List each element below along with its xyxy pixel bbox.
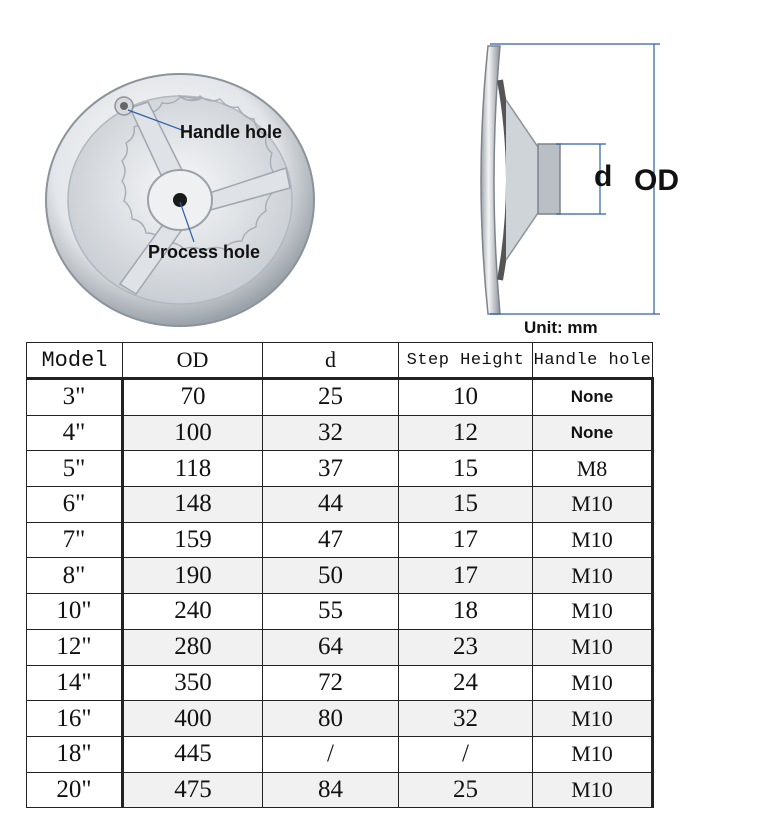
cell-model: 14": [27, 665, 123, 701]
header-od: OD: [123, 343, 263, 379]
cell-d: /: [263, 736, 399, 772]
table-row: [27, 629, 653, 665]
table-row: [27, 594, 653, 630]
cell-od: 118: [123, 451, 263, 487]
cell-od: 475: [123, 772, 263, 808]
table-row: [27, 379, 653, 416]
table-row: [27, 415, 653, 451]
cell-model: 3": [27, 379, 123, 416]
table-row: [27, 522, 653, 558]
cell-step-height: 32: [399, 701, 533, 737]
cell-model: 16": [27, 701, 123, 737]
cell-od: 350: [123, 665, 263, 701]
cell-d: 44: [263, 487, 399, 523]
cell-od: 159: [123, 522, 263, 558]
cell-handle-hole: M10: [533, 522, 653, 558]
cell-d: 25: [263, 379, 399, 416]
cell-handle-hole: None: [533, 415, 653, 451]
cell-step-height: 15: [399, 451, 533, 487]
cell-handle-hole: None: [533, 379, 653, 416]
cell-step-height: 17: [399, 558, 533, 594]
cell-od: 280: [123, 629, 263, 665]
product-figure: [0, 0, 764, 340]
od-dimension-label: OD: [634, 164, 679, 197]
cell-d: 55: [263, 594, 399, 630]
table-row: [27, 665, 653, 701]
cell-d: 37: [263, 451, 399, 487]
handle-hole-label: Handle hole: [180, 122, 283, 142]
d-dimension-label: d: [594, 160, 613, 193]
cell-model: 5": [27, 451, 123, 487]
cell-step-height: 25: [399, 772, 533, 808]
cell-od: 445: [123, 736, 263, 772]
cell-handle-hole: M10: [533, 736, 653, 772]
cell-od: 190: [123, 558, 263, 594]
cell-handle-hole: M10: [533, 558, 653, 594]
cell-step-height: 15: [399, 487, 533, 523]
header-step-height: Step Height: [399, 343, 533, 379]
cell-step-height: 17: [399, 522, 533, 558]
cell-handle-hole: M10: [533, 594, 653, 630]
cell-model: 12": [27, 629, 123, 665]
cell-handle-hole: M10: [533, 629, 653, 665]
cell-model: 18": [27, 736, 123, 772]
table-row: [27, 701, 653, 737]
cell-model: 6": [27, 487, 123, 523]
table-row: [27, 736, 653, 772]
cell-step-height: 24: [399, 665, 533, 701]
cell-handle-hole: M10: [533, 701, 653, 737]
cell-od: 100: [123, 415, 263, 451]
cell-step-height: 12: [399, 415, 533, 451]
cell-handle-hole: M10: [533, 665, 653, 701]
cell-model: 10": [27, 594, 123, 630]
cell-d: 84: [263, 772, 399, 808]
cell-step-height: 23: [399, 629, 533, 665]
cell-model: 8": [27, 558, 123, 594]
table-header-row: [27, 343, 653, 379]
table-row: [27, 772, 653, 808]
cell-od: 400: [123, 701, 263, 737]
cell-od: 148: [123, 487, 263, 523]
cell-handle-hole: M10: [533, 772, 653, 808]
cell-d: 50: [263, 558, 399, 594]
header-handle-hole: Handle hole: [533, 343, 653, 379]
specification-table: [26, 342, 654, 808]
unit-label: Unit: mm: [524, 318, 598, 337]
header-d: d: [263, 343, 399, 379]
cell-d: 64: [263, 629, 399, 665]
cell-model: 20": [27, 772, 123, 808]
table-row: [27, 487, 653, 523]
process-hole-label: Process hole: [148, 242, 261, 262]
cell-od: 240: [123, 594, 263, 630]
header-model: Model: [27, 343, 123, 379]
cell-handle-hole: M8: [533, 451, 653, 487]
cell-step-height: 18: [399, 594, 533, 630]
cell-step-height: /: [399, 736, 533, 772]
cell-d: 80: [263, 701, 399, 737]
cell-d: 47: [263, 522, 399, 558]
table-row: [27, 451, 653, 487]
cell-d: 32: [263, 415, 399, 451]
cell-handle-hole: M10: [533, 487, 653, 523]
cell-model: 4": [27, 415, 123, 451]
cell-od: 70: [123, 379, 263, 416]
cell-step-height: 10: [399, 379, 533, 416]
cell-model: 7": [27, 522, 123, 558]
table-row: [27, 558, 653, 594]
cell-d: 72: [263, 665, 399, 701]
